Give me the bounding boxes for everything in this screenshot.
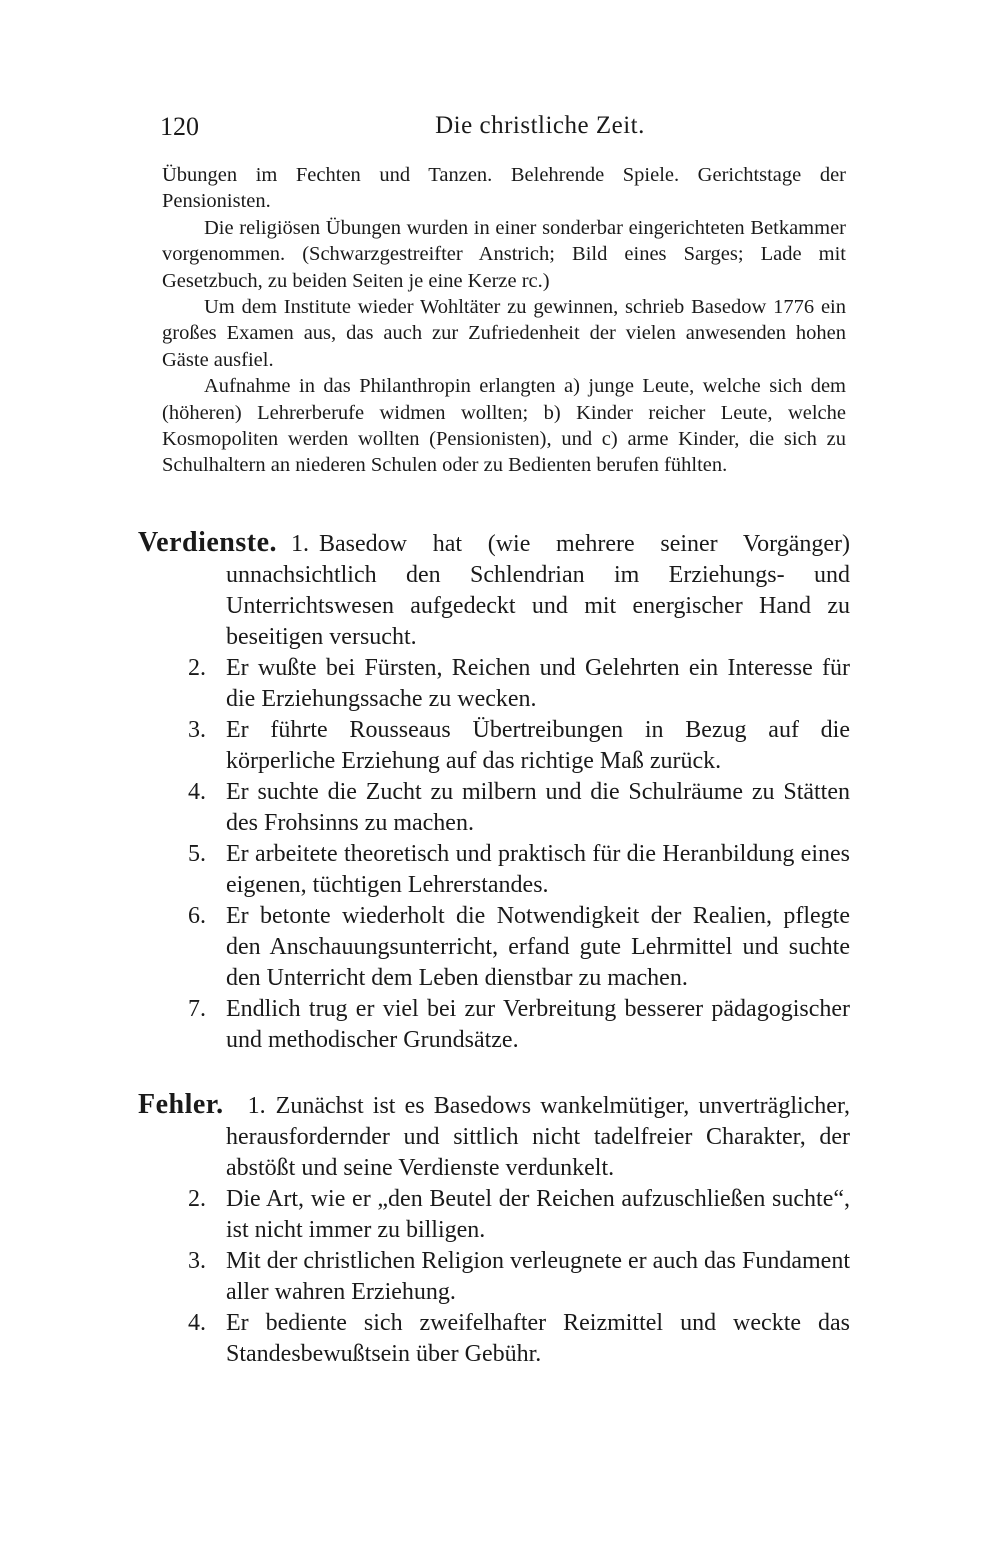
list-item (138, 839, 850, 901)
item-number: 5. (188, 841, 206, 867)
paragraph: Aufnahme in das Philanthropin erlangten a) junge Leute, welche sich dem (höheren) Lehrerberufe widmen wollten; b) Kinder reicher Leute, welche Kosmopoliten werden wollten (Pensionisten), und c) arme Kinder, die sich zu Schulhaltern an niederen Schulen oder zu Bedienten berufen fühlten. (162, 375, 846, 477)
item-text: Er suchte die Zucht zu milbern und die Schulräume zu Stätten des Frohsinns zu machen. (226, 779, 850, 836)
fehler-section (138, 1089, 850, 1370)
item-text: Er wußte bei Fürsten, Reichen und Gelehrten ein Interesse für die Erziehungssache zu wecken. (226, 655, 850, 712)
list-item (138, 527, 850, 653)
item-text: Endlich trug er viel bei zur Verbreitung besserer pädagogischer und methodischer Grundsätze. (226, 996, 850, 1053)
item-text: Er arbeitete theoretisch und praktisch für die Heranbildung eines eigenen, tüchtigen Lehrerstandes. (226, 841, 850, 898)
verdienste-section (138, 527, 850, 1056)
item-number: 7. (188, 996, 206, 1022)
list-item (138, 994, 850, 1056)
item-number: 4. (188, 779, 206, 805)
page-header (160, 112, 850, 152)
item-text: Die Art, wie er „den Beutel der Reichen aufzuschließen suchte“, ist nicht immer zu billigen. (226, 1186, 850, 1243)
list-item (138, 777, 850, 839)
item-text: Mit der christlichen Religion verleugnete er auch das Fundament aller wahren Erziehung. (226, 1248, 850, 1305)
item-number: 3. (188, 1248, 206, 1274)
section-heading: Fehler. (138, 1089, 224, 1120)
item-text: Basedow hat (wie mehrere seiner Vorgänger) unnachsichtlich den Schlendrian im Erziehungs- und Unterrichtswesen aufgedeckt und mit energischer Hand zu beseitigen versucht. (226, 531, 850, 650)
list-item (138, 901, 850, 994)
item-number: 6. (188, 903, 206, 929)
list-item (138, 1184, 850, 1246)
list-item (138, 1089, 850, 1184)
item-number: 1. (291, 531, 310, 557)
section-heading: Verdienste. (138, 527, 278, 558)
intro-text (162, 162, 846, 479)
item-number: 4. (188, 1310, 206, 1336)
paragraph: Die religiösen Übungen wurden in einer sonderbar eingerichteten Betkammer vorgenommen. (Schwarzgestreifter Anstrich; Bild eines Sarges; Lade mit Gesetzbuch, zu beiden Seiten je eine Kerze rc.) (162, 216, 846, 292)
item-number: 2. (188, 1186, 206, 1212)
page-number: 120 (160, 112, 199, 141)
running-head: Die christliche Zeit. (435, 112, 645, 139)
item-text: Er bediente sich zweifelhafter Reizmittel und weckte das Standesbewußtsein über Gebühr. (226, 1310, 850, 1367)
paragraph: Übungen im Fechten und Tanzen. Belehrende Spiele. Gerichtstage der Pensionisten. (162, 164, 846, 213)
item-number: 1. (247, 1093, 266, 1119)
list-item (138, 1308, 850, 1370)
item-text: Zunächst ist es Basedows wankelmütiger, unverträglicher, herausfordernder und sittlich nicht tadelfreier Charakter, der abstößt und seine Verdienste verdunkelt. (226, 1093, 850, 1181)
list-item (138, 715, 850, 777)
item-number: 3. (188, 717, 206, 743)
item-number: 2. (188, 655, 206, 681)
paragraph: Um dem Institute wieder Wohltäter zu gewinnen, schrieb Basedow 1776 ein großes Examen aus, das auch zur Zufriedenheit der vielen anwesenden hohen Gäste ausfiel. (162, 296, 846, 371)
item-text: Er führte Rousseaus Übertreibungen in Bezug auf die körperliche Erziehung auf das richtige Maß zurück. (226, 717, 850, 774)
list-item (138, 1246, 850, 1308)
list-item (138, 653, 850, 715)
item-text: Er betonte wiederholt die Notwendigkeit der Realien, pflegte den Anschauungsunterricht, erfand gute Lehrmittel und suchte den Unterricht dem Leben dienstbar zu machen. (226, 903, 850, 991)
